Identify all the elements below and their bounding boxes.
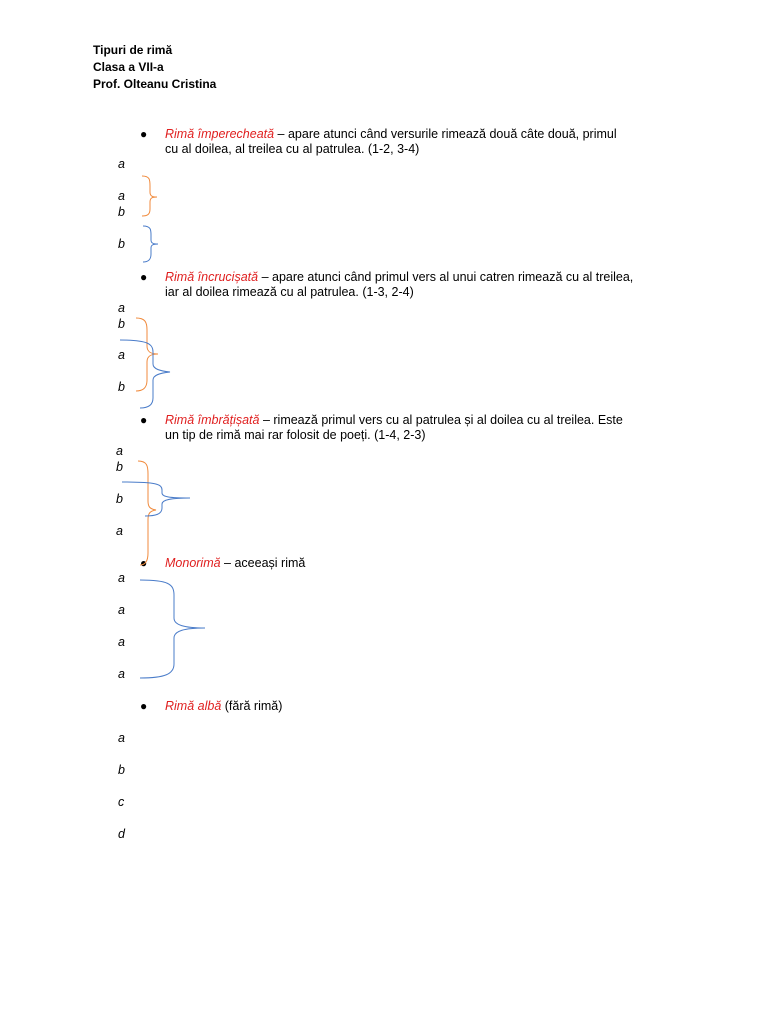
bullet-icon: ● xyxy=(140,699,148,713)
rhyme-letter: b xyxy=(116,492,123,506)
rhyme-letter: a xyxy=(118,603,125,617)
section-desc-line2: iar al doilea rimează cu al patrulea. (1-3, 2-4) xyxy=(165,285,414,299)
rhyme-letter: a xyxy=(116,524,123,538)
section-term: Monorimă xyxy=(165,556,221,570)
document-header xyxy=(93,42,216,93)
section-desc-line2: cu al doilea, al treilea cu al patrulea. (1-2, 3-4) xyxy=(165,142,420,156)
rhyme-letter: d xyxy=(118,827,125,841)
class-label: Clasa a VII-a xyxy=(93,60,164,74)
section-desc-line1: – apare atunci când versurile rimează două câte două, primul xyxy=(274,127,617,141)
rhyme-letter: a xyxy=(118,731,125,745)
brace-blue xyxy=(140,580,205,678)
document-title: Tipuri de rimă xyxy=(93,43,173,57)
rhyme-letter: b xyxy=(116,460,123,474)
author-label: Prof. Olteanu Cristina xyxy=(93,77,217,91)
rhyme-letter: a xyxy=(118,157,125,171)
brace-blue xyxy=(120,340,170,408)
section-term: Rimă împerecheată xyxy=(165,127,275,141)
rhyme-letter: b xyxy=(118,205,125,219)
section-desc-line1: – apare atunci când primul vers al unui catren rimează cu al treilea, xyxy=(258,270,634,284)
rhyme-letter: b xyxy=(118,317,125,331)
bullet-icon: ● xyxy=(140,556,148,570)
bullet-icon: ● xyxy=(140,270,148,284)
section-term: Rimă îmbrățișată xyxy=(165,413,260,427)
brace-orange xyxy=(142,176,157,216)
section-desc-line1: (fără rimă) xyxy=(221,699,283,713)
section-desc-line1: – rimează primul vers cu al patrulea și al doilea cu al treilea. Este xyxy=(259,413,623,427)
brace-orange xyxy=(136,318,158,391)
rhyme-letter: a xyxy=(118,635,125,649)
section-term: Rimă încrucișată xyxy=(165,270,259,284)
brace-blue xyxy=(143,226,158,262)
rhyme-letter: a xyxy=(118,301,125,315)
rhyme-letter: b xyxy=(118,237,125,251)
rhyme-letter: b xyxy=(118,380,125,394)
rhyme-letter: a xyxy=(118,189,125,203)
rhyme-letter: a xyxy=(118,571,125,585)
brace-orange xyxy=(138,461,156,565)
section-term: Rimă albă xyxy=(165,699,222,713)
bullet-icon: ● xyxy=(140,413,148,427)
rhyme-letter: a xyxy=(116,444,123,458)
section-desc-line1: – aceeași rimă xyxy=(220,556,306,570)
rhyme-letter: a xyxy=(118,667,125,681)
rhyme-letter: a xyxy=(118,348,125,362)
section-desc-line2: un tip de rimă mai rar folosit de poeți. (1-4, 2-3) xyxy=(165,428,426,442)
brace-blue xyxy=(122,482,190,516)
rhyme-letter: c xyxy=(118,795,125,809)
rhyme-letter: b xyxy=(118,763,125,777)
bullet-icon: ● xyxy=(140,127,148,141)
